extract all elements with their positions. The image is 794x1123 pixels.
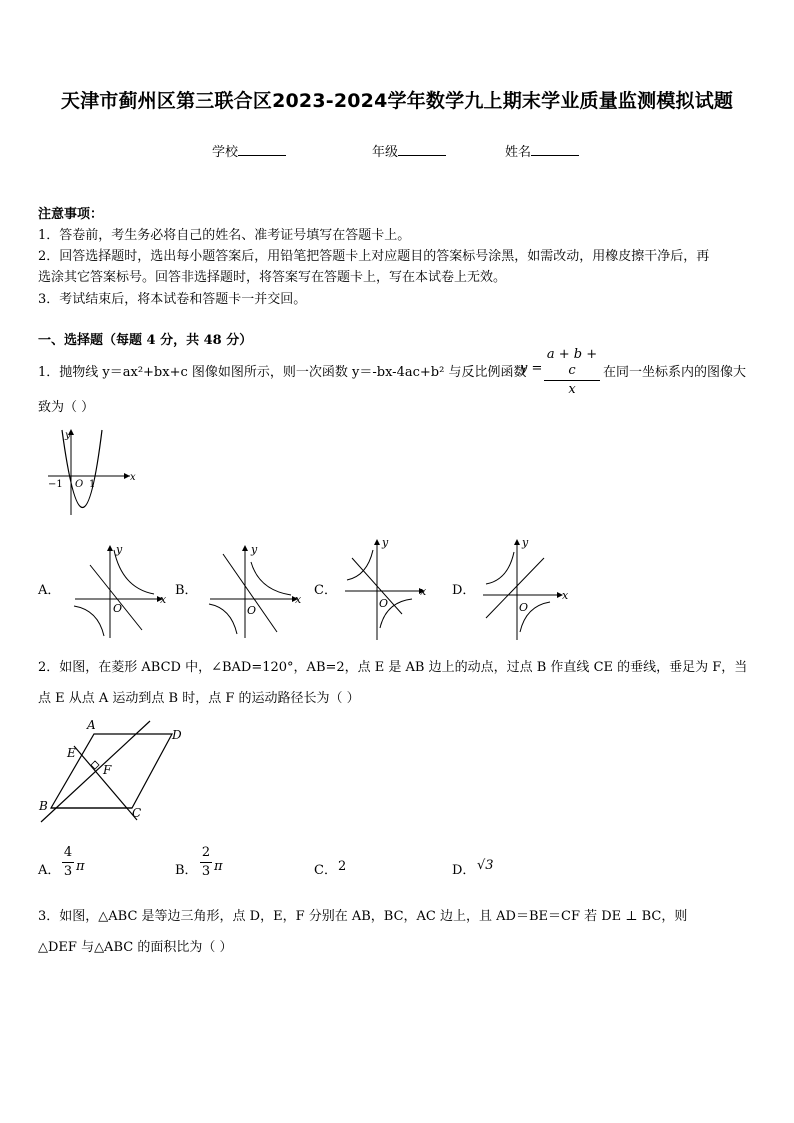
section-heading: 一、选择题（每题 4 分，共 48 分）	[38, 333, 253, 348]
y-axis-arrow	[374, 539, 380, 545]
q1-y-eq: y =	[520, 361, 543, 376]
hyperbola-branch	[251, 562, 291, 595]
q2-option-b-pi: π	[214, 859, 223, 874]
axis-label-x: x	[295, 593, 302, 606]
q1-text-b: 在同一坐标系内的图像大	[603, 365, 747, 380]
axis-label-y: y	[382, 536, 389, 549]
axis-label-x: x	[420, 585, 427, 598]
q1-option-a-label: A．	[38, 583, 61, 598]
y-axis-arrow	[107, 545, 113, 551]
parabola-curve	[62, 430, 102, 508]
name-label: 姓名	[505, 145, 532, 160]
q2-text-b: 点 E 从点 A 运动到点 B 时，点 F 的运动路径长为（ ）	[38, 691, 360, 706]
q3-text-a: 3．如图，△ABC 是等边三角形，点 D，E，F 分别在 AB，BC，AC 边上，且 AD＝BE＝CF 若 DE ⊥ BC，则	[38, 909, 688, 924]
q1-frac-num: a + b + c	[546, 347, 598, 378]
q1-option-c-label: C．	[314, 583, 337, 598]
point-label-f: F	[103, 763, 112, 777]
graph-label-x: x	[130, 472, 136, 483]
q2-option-b-label: B．	[175, 863, 198, 878]
q2-rhombus-figure	[36, 716, 196, 828]
hyperbola-branch	[114, 550, 154, 594]
q2-option-c-label: C．	[314, 863, 337, 878]
frac-bar	[200, 862, 212, 863]
hyperbola-branch	[209, 604, 237, 634]
q1-text-a: 1．抛物线 y＝ax²+bx+c 图像如图所示，则一次函数 y＝-bx-4ac+b² 与反比例函数	[38, 365, 527, 380]
q1-option-b-label: B．	[175, 583, 198, 598]
name-blank	[531, 143, 579, 156]
q1-frac-bar	[544, 380, 600, 381]
grade-field	[372, 141, 446, 160]
q1-option-a-graph	[70, 540, 175, 640]
axis-label-y: y	[522, 536, 529, 549]
q3-text-b: △DEF 与△ABC 的面积比为（ ）	[38, 940, 233, 955]
q1-parabola-graph	[40, 425, 140, 520]
q2-option-d-label: D．	[452, 863, 476, 878]
grade-blank	[398, 143, 446, 156]
frac-bar	[62, 862, 74, 863]
linear-line	[486, 558, 544, 618]
school-label: 学校	[212, 145, 239, 160]
name-field	[505, 141, 579, 160]
axis-label-o: O	[113, 602, 123, 615]
frac-den: 3	[63, 864, 73, 879]
q2-option-a-fraction	[62, 845, 74, 880]
point-label-a: A	[87, 718, 96, 732]
q1-option-d-graph	[480, 536, 580, 640]
axis-label-x: x	[160, 593, 167, 606]
axis-label-o: O	[379, 597, 389, 610]
y-axis-arrow	[514, 539, 520, 545]
axis-label-y: y	[251, 543, 258, 556]
frac-den: 3	[201, 864, 211, 879]
school-blank	[238, 143, 286, 156]
notice-heading: 注意事项：	[38, 207, 104, 222]
q1-text-c: 致为（ ）	[38, 400, 95, 415]
q2-option-b-fraction	[200, 845, 212, 880]
page-title: 天津市蓟州区第三联合区2023-2024学年数学九上期末学业质量监测模拟试题	[60, 90, 734, 112]
graph-label-o: O	[75, 479, 84, 490]
axis-label-x: x	[562, 589, 569, 602]
axis-label-o: O	[247, 604, 257, 617]
notice-item: 选涂其它答案标号。回答非选择题时，将答案写在答题卡上，写在本试卷上无效。	[38, 270, 507, 285]
q2-option-a-label: A．	[38, 863, 61, 878]
graph-label-neg1: −1	[48, 479, 63, 490]
hyperbola-branch	[347, 550, 373, 580]
q2-option-d-value: √3	[477, 858, 494, 873]
notice-item: 2．回答选择题时，选出每小题答案后，用铅笔把答题卡上对应题目的答案标号涂黑，如需改动，用橡皮擦干净后，再	[38, 249, 710, 264]
notice-item: 1．答卷前，考生务必将自己的姓名、准考证号填写在答题卡上。	[38, 228, 411, 243]
point-label-c: C	[132, 806, 142, 820]
grade-label: 年级	[372, 145, 399, 160]
frac-num: 2	[201, 845, 211, 860]
linear-line	[223, 554, 277, 632]
graph-label-y: y	[65, 430, 71, 441]
notice-item: 3．考试结束后，将本试卷和答题卡一并交回。	[38, 292, 307, 307]
y-axis-arrow	[242, 545, 248, 551]
point-label-d: D	[172, 728, 182, 742]
axis-label-o: O	[519, 601, 529, 614]
q2-text-a: 2．如图，在菱形 ABCD 中，∠BAD=120°，AB=2，点 E 是 AB 边上的动点，过点 B 作直线 CE 的垂线，垂足为 F，当	[38, 660, 748, 675]
q1-fraction	[544, 347, 600, 398]
hyperbola-branch	[74, 606, 104, 636]
q2-option-a-pi: π	[76, 859, 85, 874]
axis-label-y: y	[116, 543, 123, 556]
q2-option-c-value: 2	[338, 859, 347, 874]
q1-option-d-label: D．	[452, 583, 476, 598]
frac-num: 4	[63, 845, 73, 860]
q1-frac-den: x	[568, 382, 576, 397]
q1-option-b-graph	[205, 540, 310, 640]
graph-label-one: 1	[89, 479, 96, 490]
point-label-e: E	[67, 746, 76, 760]
q1-option-c-graph	[342, 536, 447, 640]
hyperbola-branch	[486, 552, 514, 584]
point-label-b: B	[39, 799, 48, 813]
school-field	[212, 141, 286, 160]
